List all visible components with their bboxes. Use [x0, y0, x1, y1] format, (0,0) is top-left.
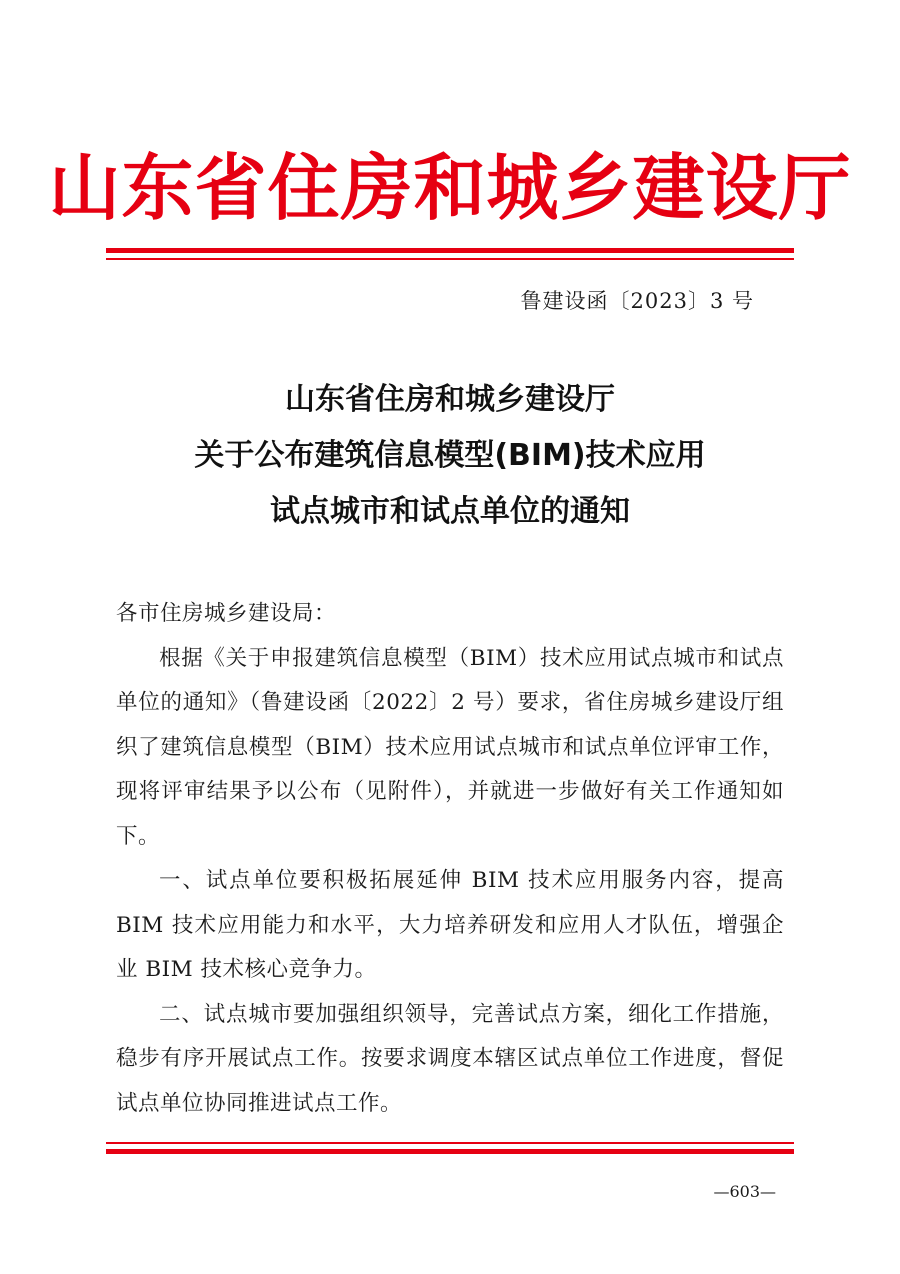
footer-rule-thick — [106, 1149, 794, 1154]
masthead-rule-thin — [106, 258, 794, 260]
document-title-line-3: 试点城市和试点单位的通知 — [270, 494, 630, 529]
page-number: —603— — [713, 1182, 776, 1201]
document-number: 鲁建设函〔2023〕3 号 — [520, 289, 754, 313]
document-title-line-2: 关于公布建筑信息模型(BIM)技术应用 — [194, 438, 706, 473]
document-body — [116, 592, 784, 1126]
masthead-rule-thick — [106, 248, 794, 253]
salutation: 各市住房城乡建设局： — [116, 601, 337, 626]
document-title — [0, 372, 900, 540]
footer-rule-thin — [106, 1142, 794, 1144]
masthead-org-name: 山东省住房和城乡建设厅 — [48, 146, 852, 230]
paragraph-item-1: 一、试点单位要积极拓展延伸 BIM 技术应用服务内容，提高 BIM 技术应用能力和水平，大力培养研发和应用人才队伍，增强企业 BIM 技术核心竞争力。 — [116, 868, 784, 982]
document-title-line-1: 山东省住房和城乡建设厅 — [285, 382, 615, 417]
paragraph-item-2: 二、试点城市要加强组织领导，完善试点方案，细化工作措施，稳步有序开展试点工作。按要求调度本辖区试点单位工作进度，督促试点单位协同推进试点工作。 — [116, 1001, 784, 1116]
paragraph-intro: 根据《关于申报建筑信息模型（BIM）技术应用试点城市和试点单位的通知》（鲁建设函〔2022〕2 号）要求，省住房城乡建设厅组织了建筑信息模型（BIM）技术应用试点城市和试点单位评审工作，现将评审结果予以公布（见附件），并就进一步做好有关工作通知如下。 — [116, 645, 784, 849]
